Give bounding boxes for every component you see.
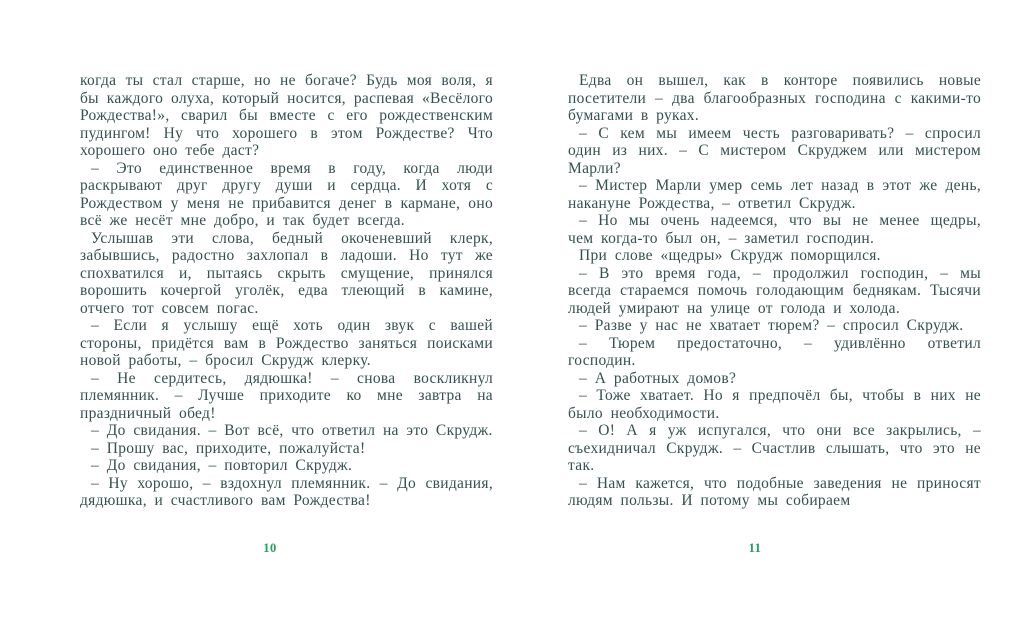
paragraph: – Но мы очень надеемся, что вы не менее щедры, чем когда-то был он, – заметил господин. bbox=[568, 212, 981, 247]
paragraph: – Ну хорошо, – вздохнул племянник. – До свидания, дядюшка, и счастливого вам Рождества! bbox=[80, 474, 493, 509]
paragraph: – Тюрем предостаточно, – удивлённо ответил господин. bbox=[568, 334, 981, 369]
paragraph: – Разве у нас не хватает тюрем? – спросил Скрудж. bbox=[579, 317, 964, 334]
paragraph: Услышав эти слова, бедный окоченевший клерк, забывшись, радостно захлопал в ладоши. Но тут же спохватился и, пытаясь скрыть смущение, принялся ворошить кочергой уголёк, едва тлеющий в камине, отчего тот совсем погас. bbox=[80, 229, 493, 317]
paragraph: – Нам кажется, что подобные заведения не приносят людям пользы. И потому мы собираем bbox=[568, 474, 981, 509]
page-number-left: 10 bbox=[263, 541, 277, 555]
paragraph: Едва он вышел, как в конторе появились новые посетители – два благообразных господина с какими-то бумагами в руках. bbox=[568, 72, 981, 124]
paragraph: – Если я услышу ещё хоть один звук с вашей стороны, придётся вам в Рождество заняться поисками новой работы, – бросил Скрудж клерку. bbox=[80, 317, 493, 369]
paragraph: – Тоже хватает. Но я предпочёл бы, чтобы в них не было необходимости. bbox=[568, 387, 981, 422]
paragraph: когда ты стал старше, но не богаче? Будь моя воля, я бы каждого олуха, который носится, распевая «Весёлого Рождества!», сварил бы вместе с его рождественским пудингом! Ну что хорошего в этом Рождестве? Что хорошего оно тебе даст? bbox=[80, 72, 493, 159]
paragraph: – О! А я уж испугался, что они все закрылись, – съехидничал Скрудж. – Счастлив слышать, что это не так. bbox=[568, 422, 981, 474]
paragraph: – В это время года, – продолжил господин, – мы всегда стараемся помочь голодающим беднякам. Тысячи людей умирают на улице от голода и холода. bbox=[568, 264, 981, 317]
paragraph: – С кем мы имеем честь разговаривать? – спросил один из них. – С мистером Скруджем или мистером Марли? bbox=[568, 124, 981, 177]
paragraph: – До свидания, – повторил Скрудж. bbox=[91, 457, 353, 474]
paragraph: При слове «щедры» Скрудж поморщился. bbox=[579, 247, 881, 264]
paragraph: – До свидания. – Вот всё, что ответил на это Скрудж. bbox=[91, 422, 493, 439]
paragraph: – Это единственное время в году, когда люди раскрывают друг другу души и сердца. И хотя с Рождеством у меня не прибавится денег в кармане, оно всё же несёт мне добро, и так будет всегда. bbox=[80, 159, 493, 229]
paragraph: – А работных домов? bbox=[579, 369, 737, 387]
paragraph: – Прошу вас, приходите, пожалуйста! bbox=[91, 439, 366, 457]
paragraph: – Не сердитесь, дядюшка! – снова воскликнул племянник. – Лучше приходите ко мне завтра на праздничный обед! bbox=[80, 369, 493, 422]
book-page-right-text bbox=[568, 72, 981, 510]
paragraph: – Мистер Марли умер семь лет назад в этот же день, накануне Рождества, – ответил Скрудж. bbox=[568, 177, 981, 212]
book-page-left-text bbox=[80, 72, 493, 510]
page-number-right: 11 bbox=[748, 541, 762, 555]
